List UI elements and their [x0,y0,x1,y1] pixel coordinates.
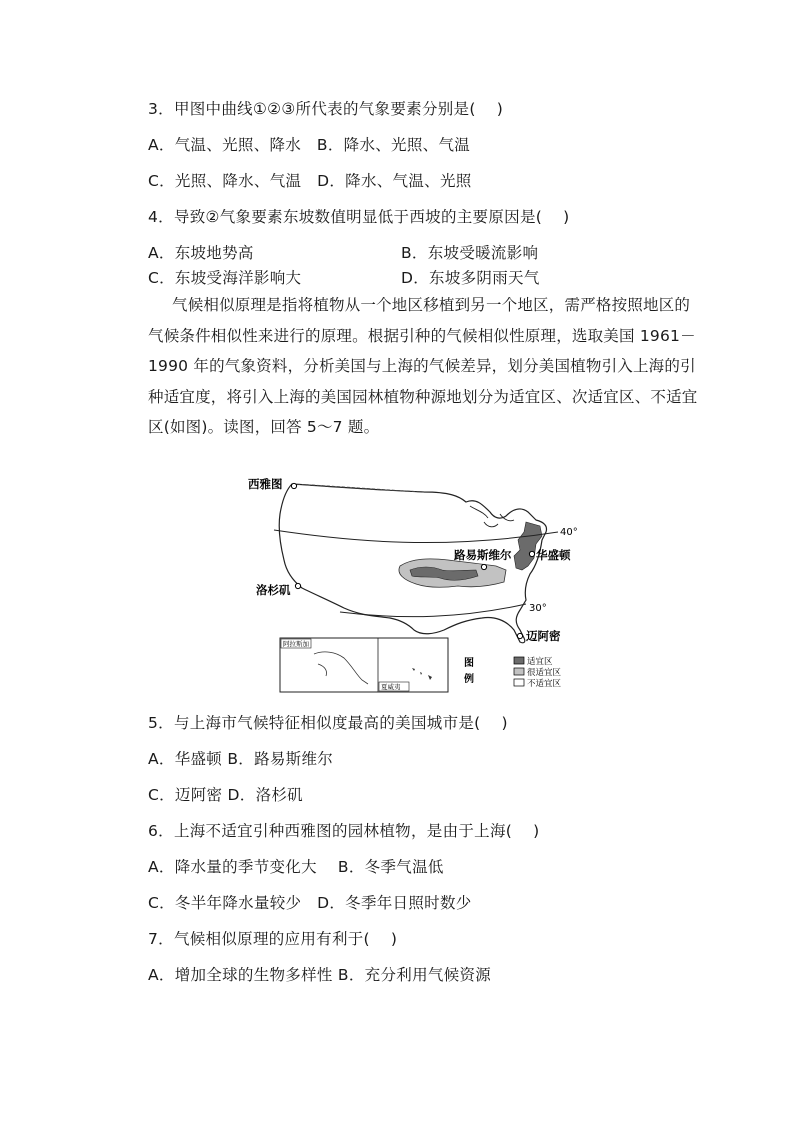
seattle-marker [291,483,296,488]
passage [148,290,698,443]
q7-options-ab: A．增加全球的生物多样性 B．充分利用气候资源 [148,966,492,984]
inset-hawaii-label: 夏威夷 [381,683,401,691]
passage-line-3: 1990 年的气象资料，分析美国与上海的气候差异，划分美国植物引入上海的引 [148,357,696,375]
us-plant-zone-map [244,470,580,694]
q4-option-b: B．东坡受暖流影响 [401,244,539,262]
q6-options-ab: A．降水量的季节变化大 B．冬季气温低 [148,858,444,876]
washington-marker [529,551,534,556]
legend-label-sub-suitable: 很适宜区 [527,668,562,678]
q4-option-a: A．东坡地势高 [148,244,254,262]
latitude-30 [340,604,526,617]
inset-alaska-label: 阿拉斯加 [283,640,309,648]
lat-30-label: 30° [529,603,547,614]
latitude-40 [274,530,558,543]
legend-swatch-suitable [514,657,524,664]
louisville-label: 路易斯维尔 [454,548,512,562]
q5-options-cd: C．迈阿密 D．洛杉矶 [148,786,303,804]
passage-line-2: 气候条件相似性来进行的原理。根据引种的气候相似性原理，选取美国 1961－ [148,326,696,345]
legend-swatch-unsuitable [514,679,524,686]
legend-label-suitable: 适宜区 [527,657,553,667]
northern-border [292,484,424,492]
passage-line-5: 区(如图)。读图，回答 5～7 题。 [148,418,380,436]
legend-label-unsuitable: 不适宜区 [527,679,562,689]
q3-options-cd: C．光照、降水、气温 D．降水、气温、光照 [148,172,472,190]
q6-options-cd: C．冬半年降水量较少 D．冬季年日照时数少 [148,894,472,912]
washington-label: 华盛顿 [536,548,571,562]
passage-line-4: 种适宜度，将引入上海的美国园林植物种源地划分为适宜区、次适宜区、不适宜 [148,387,698,406]
los-angeles-marker [295,583,300,588]
q7-stem: 7．气候相似原理的应用有利于( ) [148,930,398,948]
q5-stem: 5．与上海市气候特征相似度最高的美国城市是( ) [148,714,508,732]
lat-40-label: 40° [560,527,578,538]
q4-stem: 4．导致②气象要素东坡数值明显低于西坡的主要原因是( ) [148,208,570,226]
louisville-marker [481,564,486,569]
legend-title-1: 图 [464,658,474,669]
q3-stem: 3．甲图中曲线①②③所代表的气象要素分别是( ) [148,100,504,118]
zone-suitable-east [514,522,542,570]
q4-option-d: D．东坡多阴雨天气 [401,269,540,287]
los-angeles-label: 洛杉矶 [256,583,291,597]
q5-options-ab: A．华盛顿 B．路易斯维尔 [148,750,334,768]
q3-options-ab: A．气温、光照、降水 B．降水、光照、气温 [148,136,471,154]
miami-label: 迈阿密 [526,629,561,643]
great-lakes [470,506,514,527]
seattle-label: 西雅图 [248,477,283,491]
q6-stem: 6．上海不适宜引种西雅图的园林植物，是由于上海( ) [148,822,540,840]
miami-marker [517,633,522,638]
passage-line-1: 气候相似原理是指将植物从一个地区移植到另一个地区，需严格按照地区的 [172,296,691,314]
legend-swatch-sub-suitable [514,668,524,675]
q4-option-c: C．东坡受海洋影响大 [148,269,302,287]
legend-title-2: 例 [464,674,474,685]
